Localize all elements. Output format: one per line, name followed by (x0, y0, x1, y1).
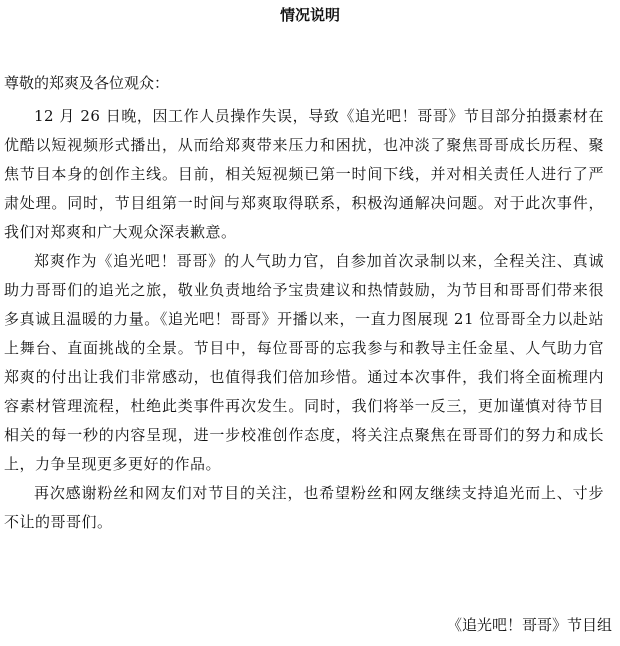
paragraph-apology: 12 月 26 日晚，因工作人员操作失误，导致《追光吧！哥哥》节目部分拍摄素材在优酷以短视频形式播出，从而给郑爽带来压力和困扰，也冲淡了聚焦哥哥成长历程、聚焦节目本身的创作主线。目前，相关短视频已第一时间下线，并对相关责任人进行了严肃处理。同时，节目组第一时间与郑爽取得联系，积极沟通解决问题。对于此次事件，我们对郑爽和广大观众深表歉意。 (4, 107, 604, 241)
paragraph-appreciation: 郑爽作为《追光吧！哥哥》的人气助力官，自参加首次录制以来，全程关注、真诚助力哥哥们的追光之旅，敬业负责地给予宝贵建议和热情鼓励，为节目和哥哥们带来很多真诚且温暖的力量。《追光吧！哥哥》开播以来，一直力图展现 21 位哥哥全力以赴站上舞台、直面挑战的全景。节目中，每位哥哥的忘我参与和教导主任金星、人气助力官郑爽的付出让我们非常感动，也值得我们倍加珍惜。通过本次事件，我们将全面梳理内容素材管理流程，杜绝此类事件再次发生。同时，我们将举一反三，更加谨慎对待节目相关的每一秒的内容呈现，进一步校准创作态度，将关注点聚焦在哥哥们的努力和成长上，力争呈现更多更好的作品。 (4, 252, 604, 473)
salutation: 尊敬的郑爽及各位观众： (4, 74, 170, 92)
document-title: 情况说明 (279, 6, 340, 24)
document-body (4, 102, 604, 537)
paragraph-thanks: 再次感谢粉丝和网友们对节目的关注，也希望粉丝和网友继续支持追光而上、寸步不让的哥哥们。 (4, 484, 604, 531)
signature: 《追光吧！哥哥》节目组 (446, 616, 612, 634)
